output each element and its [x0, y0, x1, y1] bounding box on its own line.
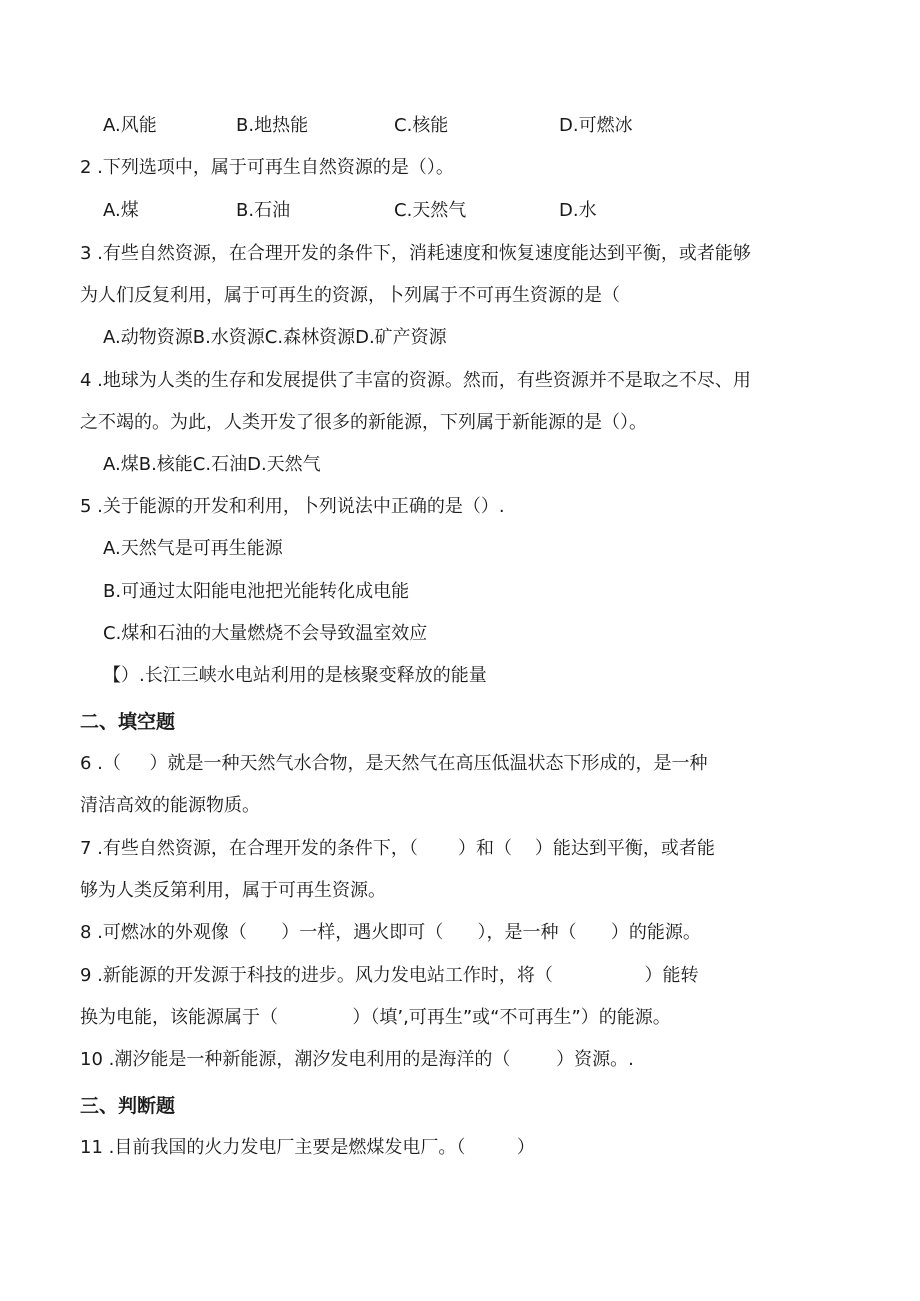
q1-option-a: A.风能 [103, 115, 157, 136]
q5-option-a: A.天然气是可再生能源 [103, 538, 283, 559]
q9-line1: 9 .新能源的开发源于科技的进步。风力发电站工作时，将（ ）能转 [80, 965, 699, 986]
q2-option-d: D.水 [559, 200, 597, 221]
q2-stem: 2 .下列选项中，属于可再生自然资源的是（）。 [80, 157, 454, 178]
q7-line1: 7 .有些自然资源，在合理开发的条件下，（ ）和（ ）能达到平衡，或者能 [80, 838, 715, 859]
q6-line1: 6 .（ ）就是一种天然气水合物，是天然气在高压低温状态下形成的，是一种 [80, 753, 708, 774]
q2-option-c: C.天然气 [394, 200, 467, 221]
q3-options: A.动物资源B.水资源C.森林资源D.矿产资源 [103, 327, 447, 348]
q5-option-d: 【）.长江三峡水电站利用的是核聚变释放的能量 [103, 665, 487, 686]
q10: 10 .潮汐能是一种新能源，潮汐发电利用的是海洋的（ ）资源。. [80, 1049, 634, 1070]
q1-option-b: B.地热能 [236, 115, 309, 136]
q5-stem: 5 .关于能源的开发和利用，卜列说法中正确的是（）. [80, 496, 505, 517]
q4-stem-line2: 之不竭的。为此，人类开发了很多的新能源，下列属于新能源的是（）。 [80, 412, 647, 433]
q3-stem-line2: 为人们反复利用，属于可再生的资源，卜列属于不可再生资源的是（ [80, 285, 620, 306]
q1-option-c: C.核能 [394, 115, 449, 136]
q8: 8 .可燃冰的外观像（ ）一样，遇火即可（ ），是一种（ ）的能源。 [80, 922, 701, 943]
q11: 11 .目前我国的火力发电厂主要是燃煤发电厂。（ ） [80, 1137, 535, 1158]
q3-stem-line1: 3 .有些自然资源，在合理开发的条件下，消耗速度和恢复速度能达到平衡，或者能够 [80, 243, 751, 264]
q5-option-b: B.可通过太阳能电池把光能转化成电能 [103, 581, 410, 602]
q2-option-a: A.煤 [103, 200, 139, 221]
section-3-heading: 三、判断题 [80, 1095, 176, 1117]
q6-line2: 清洁高效的能源物质。 [80, 795, 260, 816]
q5-option-c: C.煤和石油的大量燃烧不会导致温室效应 [103, 623, 428, 644]
q1-option-d: D.可燃冰 [559, 115, 633, 136]
q7-line2: 够为人类反第利用，属于可再生资源。 [80, 880, 386, 901]
q9-line2: 换为电能，该能源属于（ ）（填’,可再生”或“不可再生”）的能源。 [80, 1007, 671, 1028]
section-2-heading: 二、填空题 [80, 711, 176, 733]
q2-option-b: B.石油 [236, 200, 291, 221]
q4-options: A.煤B.核能C.石油D.天然气 [103, 454, 321, 475]
q4-stem-line1: 4 .地球为人类的生存和发展提供了丰富的资源。然而，有些资源并不是取之不尽、用 [80, 370, 751, 391]
